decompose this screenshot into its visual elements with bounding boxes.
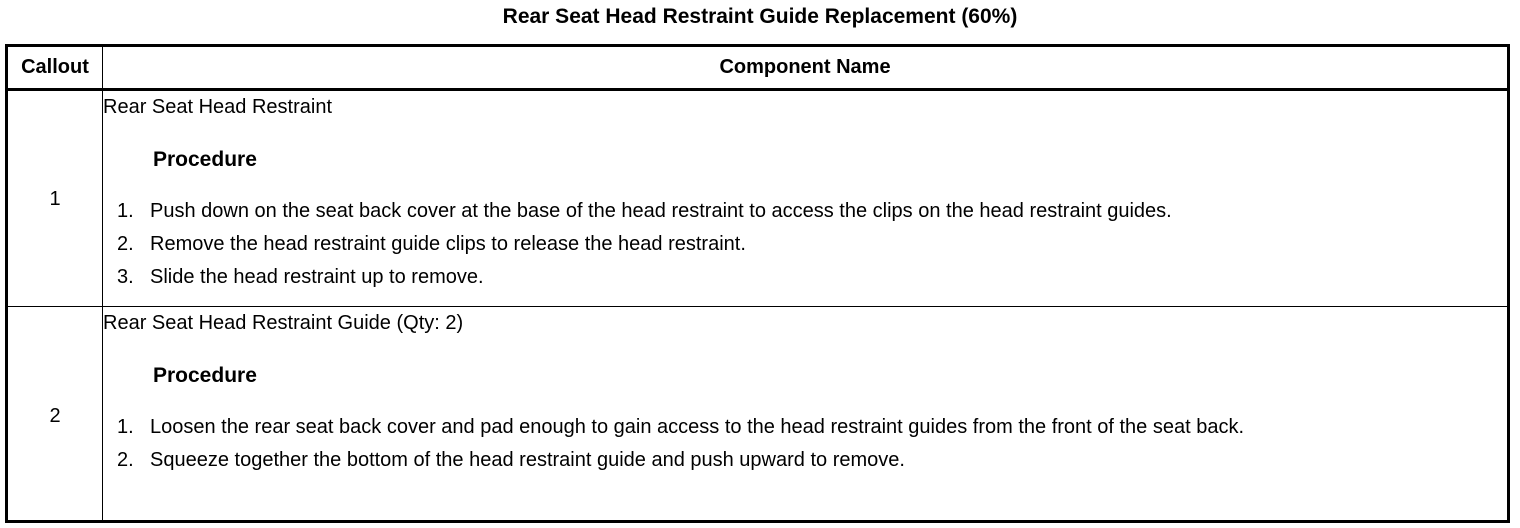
- step-text: Squeeze together the bottom of the head restraint guide and push upward to remove.: [150, 449, 905, 471]
- procedure-step: [103, 228, 1507, 261]
- table-header-row: [7, 46, 1509, 90]
- component-table: [5, 44, 1510, 523]
- procedure-heading: Procedure: [153, 148, 257, 171]
- step-text: Remove the head restraint guide clips to release the head restraint.: [150, 233, 746, 255]
- callout-header: Callout: [7, 46, 103, 90]
- step-text: Push down on the seat back cover at the base of the head restraint to access the clips on the head restraint guides.: [150, 200, 1172, 222]
- procedure-step: [103, 411, 1507, 444]
- component-cell: [103, 90, 1509, 307]
- component-name: Rear Seat Head Restraint: [103, 96, 333, 118]
- procedure-steps: [103, 411, 1507, 477]
- table-row: [7, 307, 1509, 522]
- component-name-header: Component Name: [103, 46, 1509, 90]
- step-number: 3.: [117, 266, 134, 288]
- table-row: [7, 90, 1509, 307]
- callout-number: 1: [49, 188, 61, 210]
- procedure-step: [103, 261, 1507, 294]
- step-number: 1.: [117, 416, 134, 438]
- callout-cell: [7, 90, 103, 307]
- step-number: 2.: [117, 233, 134, 255]
- document-title: Rear Seat Head Restraint Guide Replacement (60%): [502, 5, 1018, 28]
- callout-number: 2: [49, 405, 61, 427]
- procedure-steps: [103, 195, 1507, 294]
- step-number: 1.: [117, 200, 134, 222]
- step-text: Slide the head restraint up to remove.: [150, 266, 484, 288]
- component-cell: [103, 307, 1509, 522]
- step-text: Loosen the rear seat back cover and pad enough to gain access to the head restraint guides from the front of the seat back.: [150, 416, 1245, 438]
- procedure-step: [103, 444, 1507, 477]
- procedure-heading: Procedure: [153, 364, 257, 387]
- step-number: 2.: [117, 449, 134, 471]
- callout-cell: [7, 307, 103, 522]
- procedure-step: [103, 195, 1507, 228]
- component-name: Rear Seat Head Restraint Guide (Qty: 2): [103, 312, 464, 334]
